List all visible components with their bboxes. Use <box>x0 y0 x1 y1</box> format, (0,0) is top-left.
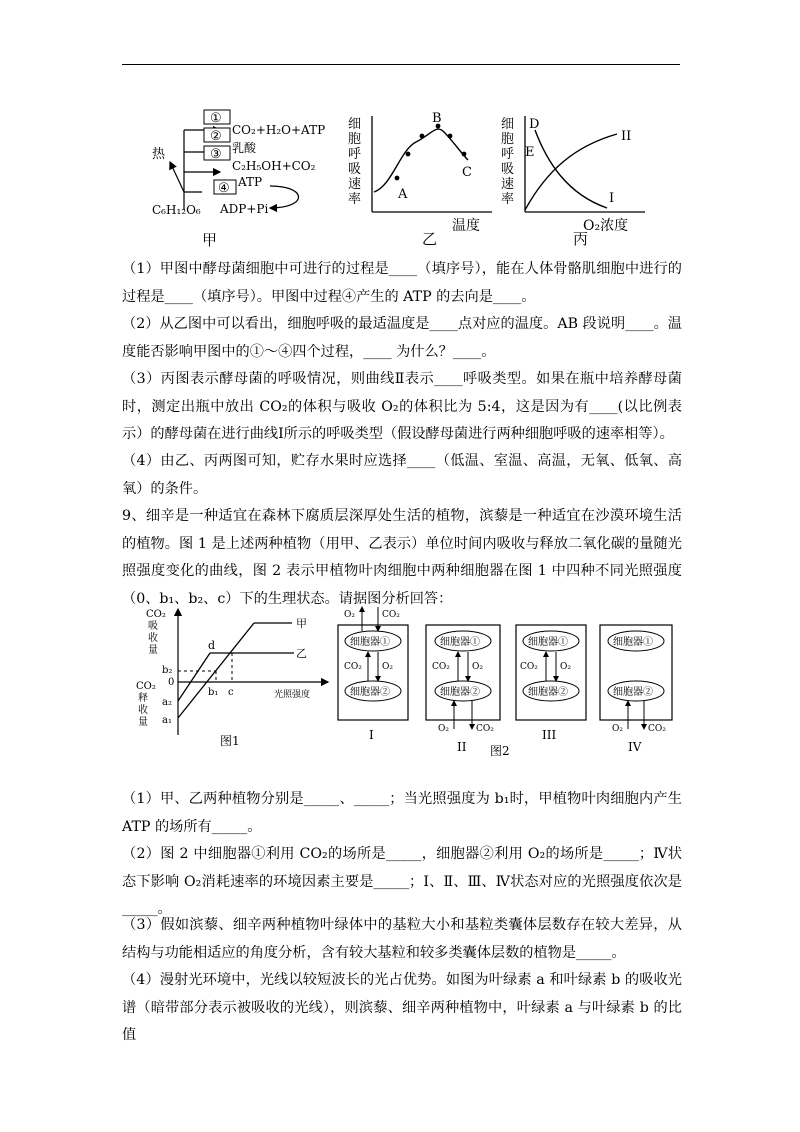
glucose-label: C₆H₁₂O₆ <box>152 203 201 217</box>
fig1-point-d: d <box>208 639 216 652</box>
fig2-state-1: I <box>369 728 374 742</box>
svg-text:O₂: O₂ <box>472 662 483 672</box>
fig2-panel-3 <box>516 625 586 742</box>
q9-part-1: （1）甲、乙两种植物分别是_____、_____；当光照强度为 b₁时，甲植物叶肉细胞内产生 ATP 的场所有_____。 <box>122 791 687 835</box>
svg-text:细胞器②: 细胞器② <box>440 687 480 698</box>
fig1-y-bottom-label: CO₂ 释收量 <box>136 681 156 728</box>
q9-part-3: （3）假如滨藜、细辛两种植物叶绿体中的基粒大小和基粒类囊体层数存在较大差异，从结构与功能相适应的角度分析，含有较大基粒和较多类囊体层数的植物是_____。 <box>122 917 682 961</box>
fig1-xlabel: 光照强度 <box>274 690 311 700</box>
svg-text:O₂: O₂ <box>344 610 355 620</box>
fig1-tick-a2: a₂ <box>162 697 172 708</box>
svg-text:细胞器①: 细胞器① <box>613 637 653 648</box>
bing-ylabel: 细胞呼吸速率 <box>501 117 515 207</box>
yi-point-c: C <box>462 165 472 180</box>
svg-text:细胞器①: 细胞器① <box>350 637 390 648</box>
fig1-tick-c: c <box>228 687 234 698</box>
fig1-curve-yi: 乙 <box>296 647 307 660</box>
q8-part-4: （4）由乙、丙两图可知，贮存水果时应选择____（低温、室温、高温，无氧、低氧、高氧）的条件。 <box>122 453 682 497</box>
atp-label: ATP <box>238 175 263 189</box>
svg-text:细胞器②: 细胞器② <box>350 687 390 698</box>
heat-label: 热 <box>152 147 166 162</box>
product-2: 乳酸 <box>232 141 257 155</box>
figure-yi <box>340 110 500 250</box>
q9-stem: 9、细辛是一种适宜在森林下腐质层深厚处生活的植物，滨藜是一种适宜在沙漠环境生活的植物。图 1 是上述两种植物（用甲、乙表示）单位时间内吸收与释放二氧化碳的量随光照强度变化的曲线，图 2 表示甲植物叶肉细胞中两种细胞器在图 1 中四种不同光照强度（0、b₁、b₂、c）下的生理状态。请据图分析回答： <box>122 508 682 607</box>
yi-xlabel: 温度 <box>452 218 480 234</box>
yi-point-a: A <box>398 187 408 202</box>
fig2-state-4: IV <box>628 740 642 754</box>
svg-text:CO₂: CO₂ <box>344 662 362 672</box>
svg-text:CO₂: CO₂ <box>432 662 450 672</box>
bing-point-d: D <box>529 117 540 132</box>
product-3: C₂H₅OH+CO₂ <box>232 159 316 173</box>
fig1-y-top-label: CO₂ 吸收量 <box>146 609 166 656</box>
bing-curve-1: I <box>609 191 615 206</box>
q9-part-2: （2）图 2 中细胞器①利用 CO₂的场所是_____，细胞器②利用 O₂的场所是_____；Ⅳ状态下影响 O₂消耗速率的环境因素主要是_____；Ⅰ、Ⅱ、Ⅲ、Ⅳ状态对应的光照强度依次是_____。 <box>122 846 682 917</box>
q8-part-1: （1）甲图中酵母菌细胞中可进行的过程是____（填序号），能在人体骨骼肌细胞中进行的过程是____（填序号）。甲图中过程④产生的 ATP 的去向是____。 <box>122 261 682 305</box>
svg-text:CO₂: CO₂ <box>476 724 494 734</box>
fig1-tick-b1: b₁ <box>208 687 219 698</box>
adp-label: ADP+Pi <box>220 202 269 216</box>
jia-caption: 甲 <box>202 231 218 249</box>
svg-text:细胞器①: 细胞器① <box>528 637 568 648</box>
figure-bing <box>495 110 655 250</box>
header-rule <box>122 64 680 65</box>
fig2-state-2: II <box>457 740 467 754</box>
svg-text:O₂: O₂ <box>560 662 571 672</box>
fig1-curve-jia: 甲 <box>296 617 307 630</box>
svg-text:细胞器①: 细胞器① <box>440 637 480 648</box>
svg-text:CO₂: CO₂ <box>382 610 400 620</box>
fig2-panel-4 <box>600 625 672 754</box>
process-1-num: ① <box>210 111 222 126</box>
svg-text:细胞器②: 细胞器② <box>528 687 568 698</box>
bing-point-e: E <box>525 145 535 160</box>
figure-2 <box>332 605 677 760</box>
fig2-panel-1 <box>338 607 408 742</box>
q8-part-2: （2）从乙图中可以看出，细胞呼吸的最适温度是____点对应的温度。AB 段说明____。温度能否影响甲图中的①～④四个过程，____ 为什么？____。 <box>122 316 682 360</box>
fig1-caption: 图1 <box>220 734 240 748</box>
fig2-panel-2 <box>426 625 510 758</box>
svg-text:细胞器②: 细胞器② <box>613 687 653 698</box>
process-2-num: ② <box>210 129 222 144</box>
bing-curve-2: II <box>621 129 632 144</box>
product-1: CO₂+H₂O+ATP <box>232 123 326 137</box>
figure-1 <box>132 605 332 755</box>
fig2-caption: 图2 <box>490 744 510 758</box>
fig1-tick-a1: a₁ <box>162 715 172 726</box>
svg-text:O₂: O₂ <box>382 662 393 672</box>
bing-xlabel: O₂浓度 <box>583 218 629 234</box>
bing-caption: 丙 <box>573 230 589 248</box>
q9-part-4: （4）漫射光环境中，光线以较短波长的光占优势。如图为叶绿素 a 和叶绿素 b 的吸收光谱（暗带部分表示被吸收的光线），则滨藜、细辛两种植物中，叶绿素 a 与叶绿素 b 的比值 <box>122 972 682 1043</box>
q8-part-3: （3）丙图表示酵母菌的呼吸情况，则曲线Ⅱ表示____呼吸类型。如果在瓶中培养酵母菌时，测定出瓶中放出 CO₂的体积与吸收 O₂的体积比为 5:4，这是因为有____(以比例表示）的酵母菌在进行曲线Ⅰ所示的呼吸类型（假设酵母菌进行两种细胞呼吸的速率相等）。 <box>122 371 682 442</box>
process-4-num: ④ <box>218 181 230 196</box>
figure-jia <box>140 100 350 250</box>
fig1-tick-b2: b₂ <box>162 665 173 676</box>
process-3-num: ③ <box>210 147 222 162</box>
yi-ylabel: 细胞呼吸速率 <box>348 117 362 207</box>
svg-text:CO₂: CO₂ <box>520 662 538 672</box>
svg-text:CO₂: CO₂ <box>648 724 666 734</box>
yi-point-b: B <box>432 111 442 126</box>
svg-text:O₂: O₂ <box>438 724 449 734</box>
fig1-origin: 0 <box>168 677 175 688</box>
fig2-state-3: III <box>542 728 557 742</box>
yi-caption: 乙 <box>422 230 438 248</box>
svg-text:O₂: O₂ <box>612 724 623 734</box>
